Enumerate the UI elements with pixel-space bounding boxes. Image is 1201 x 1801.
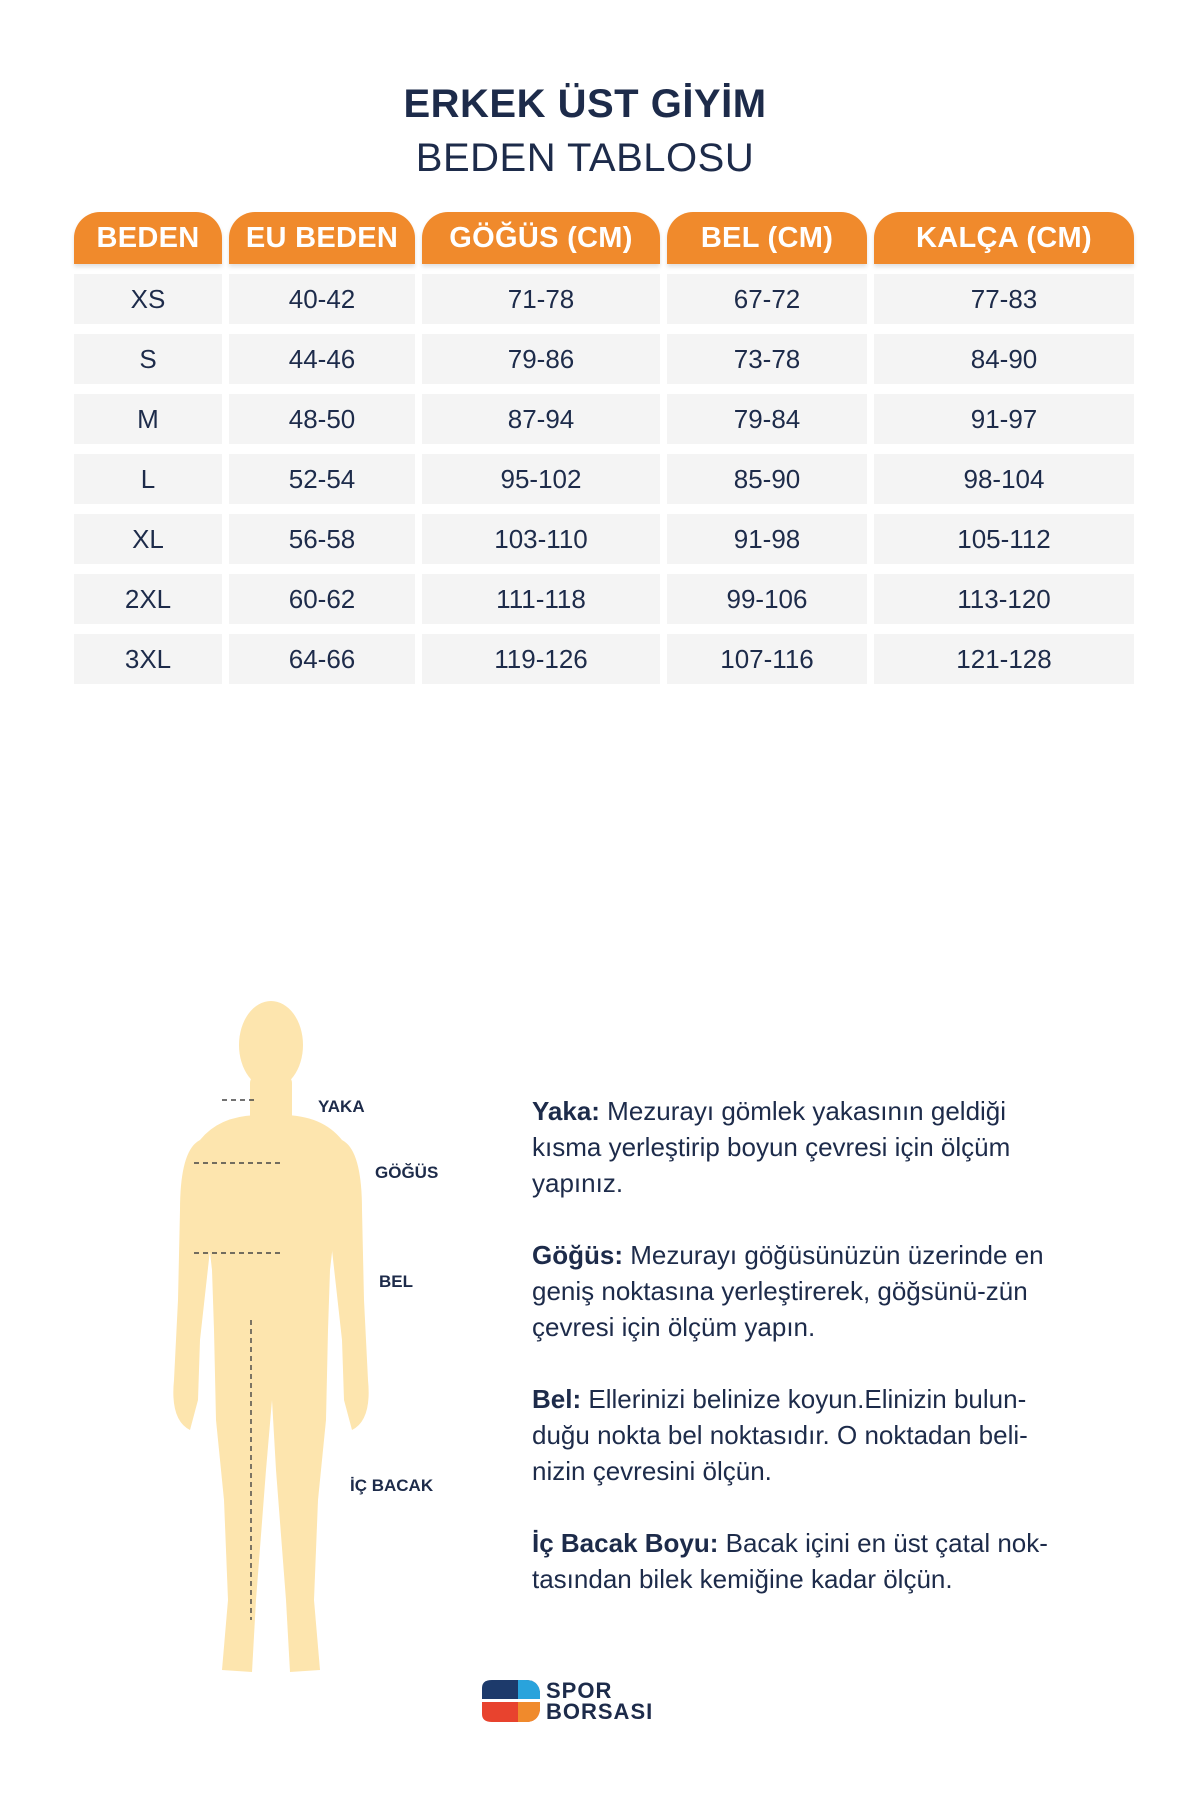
label-gogus: GÖĞÜS [375, 1163, 439, 1182]
table-cell: 77-83 [874, 274, 1134, 324]
measurement-instructions [532, 1093, 1072, 1633]
table-cell: 48-50 [229, 394, 415, 444]
table-cell: M [74, 394, 222, 444]
label-bel: BEL [379, 1272, 413, 1291]
brand-logo-line2: BORSASI [546, 1699, 654, 1724]
table-cell: 44-46 [229, 334, 415, 384]
table-cell: 67-72 [667, 274, 867, 324]
table-cell: 60-62 [229, 574, 415, 624]
instruction-text: Mezurayı göğüsünüzün üzerinde en geniş noktasına yerleştirerek, göğsünü-zün çevresi için ölçüm yapın. [532, 1240, 1044, 1342]
label-ic-bacak: İÇ BACAK [350, 1476, 434, 1495]
brand-logo-line1: SPOR [546, 1678, 613, 1703]
instruction-gogus [532, 1237, 1072, 1345]
table-cell: 119-126 [422, 634, 660, 684]
table-cell: 3XL [74, 634, 222, 684]
table-cell: 85-90 [667, 454, 867, 504]
page-title: ERKEK ÜST GİYİM [403, 82, 767, 126]
instruction-bel [532, 1381, 1072, 1489]
table-cell: 40-42 [229, 274, 415, 324]
table-cell: XS [74, 274, 222, 324]
size-table [74, 212, 1134, 694]
table-cell: 84-90 [874, 334, 1134, 384]
table-cell: 99-106 [667, 574, 867, 624]
instruction-text: Mezurayı gömlek yakasının geldiği kısma yerleştirip boyun çevresi için ölçüm yapınız. [532, 1096, 1011, 1198]
table-cell: 64-66 [229, 634, 415, 684]
instruction-term: Göğüs: [532, 1240, 623, 1270]
instruction-term: Bel: [532, 1384, 582, 1414]
table-cell: 113-120 [874, 574, 1134, 624]
instruction-ic-bacak [532, 1525, 1072, 1597]
table-cell: 56-58 [229, 514, 415, 564]
table-cell: XL [74, 514, 222, 564]
instruction-term: Yaka: [532, 1096, 600, 1126]
table-cell: 52-54 [229, 454, 415, 504]
table-cell: 121-128 [874, 634, 1134, 684]
table-cell: 2XL [74, 574, 222, 624]
table-cell: 105-112 [874, 514, 1134, 564]
column-header: KALÇA (CM) [874, 212, 1134, 264]
table-cell: 103-110 [422, 514, 660, 564]
brand-logo-mark [482, 1680, 542, 1722]
table-cell: 91-98 [667, 514, 867, 564]
brand-logo-text [546, 1680, 653, 1722]
instruction-text: Ellerinizi belinize koyun.Elinizin bulun-duğu nokta bel noktasıdır. O noktadan beli-nizin çevresini ölçün. [532, 1384, 1028, 1486]
instruction-yaka [532, 1093, 1072, 1201]
column-header: BEDEN [74, 212, 222, 264]
table-cell: 95-102 [422, 454, 660, 504]
column-header: BEL (CM) [667, 212, 867, 264]
instruction-text: Bacak içini en üst çatal nok-tasından bilek kemiğine kadar ölçün. [532, 1528, 1048, 1594]
label-yaka: YAKA [318, 1097, 365, 1116]
table-cell: 79-84 [667, 394, 867, 444]
table-cell: 71-78 [422, 274, 660, 324]
table-cell: 87-94 [422, 394, 660, 444]
table-cell: 91-97 [874, 394, 1134, 444]
column-header: GÖĞÜS (CM) [422, 212, 660, 264]
table-cell: 107-116 [667, 634, 867, 684]
table-cell: S [74, 334, 222, 384]
table-cell: 98-104 [874, 454, 1134, 504]
table-cell: 73-78 [667, 334, 867, 384]
page-subtitle: BEDEN TABLOSU [415, 136, 755, 180]
table-cell: 111-118 [422, 574, 660, 624]
instruction-term: İç Bacak Boyu: [532, 1528, 719, 1558]
table-cell: L [74, 454, 222, 504]
brand-logo [482, 1680, 692, 1726]
body-figure-illustration [170, 1000, 460, 1700]
column-header: EU BEDEN [229, 212, 415, 264]
table-cell: 79-86 [422, 334, 660, 384]
